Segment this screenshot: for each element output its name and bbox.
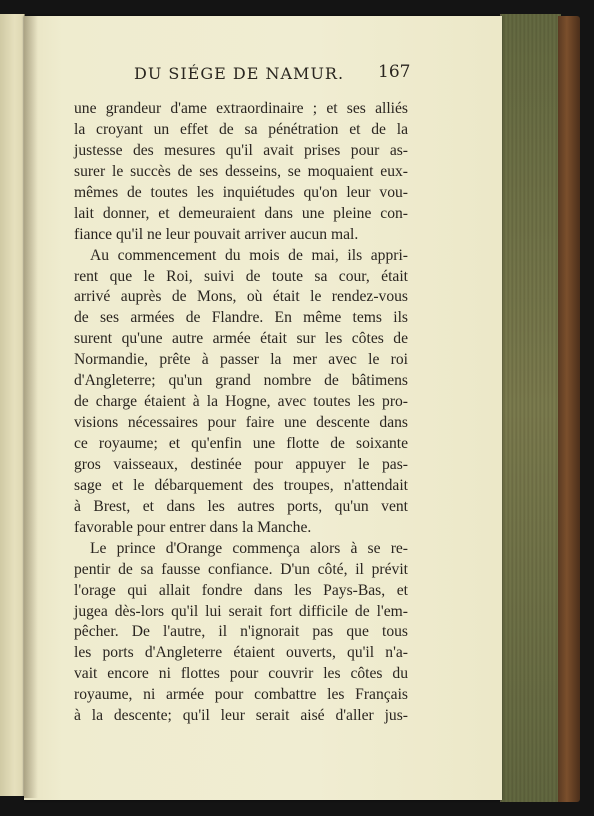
text-line: justesse des mesures qu'il avait prises pour as-	[74, 141, 408, 159]
text-line: vait encore ni flottes pour couvrir les côtes du	[74, 665, 408, 683]
text-line: gros vaisseaux, destinée pour appuyer le pas-	[74, 455, 408, 473]
text-line: pentir de sa fausse confiance. D'un côté, il prévit	[74, 560, 408, 578]
text-line: lait donner, et demeuraient dans une pleine con-	[74, 204, 408, 222]
text-line: de charge étaient à la Hogne, avec toutes les pro-	[74, 393, 408, 411]
text-line: Le prince d'Orange commença alors à se re-	[90, 539, 408, 557]
text-line: sage et le débarquement des troupes, n'attendait	[74, 476, 408, 494]
text-line: mêmes de toutes les inquiétudes qu'on leur vou-	[74, 183, 408, 201]
text-line: surent qu'une autre armée était sur les côtes de	[74, 330, 408, 348]
text-line: fiance qu'il ne leur pouvait arriver aucun mal.	[74, 225, 359, 243]
text-line: ce royaume; et qu'enfin une flotte de soixante	[74, 435, 408, 452]
text-line: visions nécessaires pour faire une descente dans	[74, 414, 408, 432]
text-line: de ses armées de Flandre. En même tems ils	[74, 309, 408, 327]
text-line: la croyant un effet de sa pénétration et de la	[74, 120, 408, 138]
body-text	[74, 99, 408, 727]
text-line: arrivé auprès de Mons, où était le rendez-vous	[74, 288, 408, 306]
text-line: l'orage qui allait fondre dans les Pays-Bas, et	[74, 581, 408, 599]
page-number: 167	[378, 62, 411, 82]
text-line: d'Angleterre; qu'un grand nombre de bâtimens	[74, 372, 408, 390]
left-page-edge	[0, 14, 25, 796]
text-line: une grandeur d'ame extraordinaire ; et ses alliés	[74, 100, 408, 117]
text-line: à la descente; qu'il leur serait aisé d'aller jus-	[74, 707, 408, 725]
text-line: Normandie, prête à passer la mer avec le roi	[74, 351, 408, 369]
text-line: les ports d'Angleterre étaient ouverts, qu'il n'a-	[74, 644, 408, 662]
text-line: Au commencement du mois de mai, ils appri-	[90, 246, 408, 264]
gutter-shadow	[24, 16, 38, 798]
book-cover-edge	[558, 16, 580, 802]
text-line: à Brest, et dans les autres ports, qu'un vent	[74, 497, 408, 515]
text-line: jugea dès-lors qu'il lui serait fort difficile de l'em-	[74, 602, 408, 620]
text-line: surer le succès de ses desseins, se moquaient eux-	[74, 162, 408, 180]
text-line: rent que le Roi, suivi de toute sa cour, était	[74, 267, 408, 285]
running-head: DU SIÉGE DE NAMUR.	[134, 64, 345, 83]
text-line: favorable pour entrer dans la Manche.	[74, 518, 312, 536]
page-edges	[500, 14, 561, 802]
text-line: pêcher. De l'autre, il n'ignorait pas que tous	[74, 623, 408, 641]
text-line: royaume, ni armée pour combattre les Français	[74, 686, 408, 704]
